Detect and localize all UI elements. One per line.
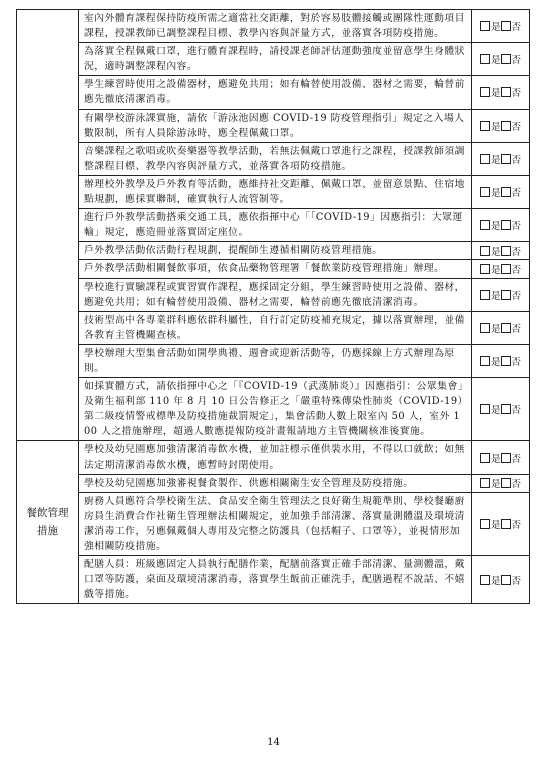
yes-no-checkboxes	[472, 278, 530, 311]
no-checkbox[interactable]	[501, 290, 511, 300]
no-checkbox[interactable]	[501, 87, 511, 97]
checklist-row	[17, 492, 530, 555]
yes-label: 是	[490, 121, 501, 133]
yes-no-checkboxes	[472, 311, 530, 344]
checklist-table	[16, 9, 530, 604]
checklist-row	[17, 474, 530, 492]
yes-label: 是	[490, 55, 501, 67]
yes-label: 是	[490, 246, 501, 258]
yes-label: 是	[490, 575, 501, 587]
yes-checkbox[interactable]	[480, 478, 490, 488]
yes-no-checkboxes	[472, 109, 530, 142]
checklist-row	[17, 278, 530, 311]
no-label: 否	[511, 453, 522, 465]
yes-label: 是	[490, 405, 501, 417]
yes-label: 是	[490, 154, 501, 166]
checklist-item-text: 辦理校外教學及戶外教育等活動，應維持社交距離、佩戴口罩、並留意景點、住宿地點規劃，應採實聯制，確實執行人流管制等。	[79, 175, 472, 208]
yes-checkbox[interactable]	[480, 121, 490, 131]
checklist-item-text: 技術型高中各專業群科應依群科屬性，自行訂定防疫補充規定，據以落實辦理，並備各教育主管機關查核。	[79, 311, 472, 344]
yes-checkbox[interactable]	[480, 356, 490, 366]
yes-no-checkboxes	[472, 43, 530, 76]
yes-checkbox[interactable]	[480, 21, 490, 31]
yes-checkbox[interactable]	[480, 404, 490, 414]
no-checkbox[interactable]	[501, 575, 511, 585]
no-label: 否	[511, 323, 522, 335]
yes-checkbox[interactable]	[480, 323, 490, 333]
yes-no-checkboxes	[472, 209, 530, 242]
no-checkbox[interactable]	[501, 478, 511, 488]
no-checkbox[interactable]	[501, 264, 511, 274]
no-label: 否	[511, 121, 522, 133]
yes-label: 是	[490, 290, 501, 302]
checklist-item-text: 廚務人員應符合學校衛生法、食品安全衛生管理法之良好衛生規範準則、學校餐廳廚房員生消費合作社衛生管理辦法相關規定，並加強手部清潔、落實量測體溫及環境清潔消毒工作，另應佩戴個人專用及完整之防護具（包括帽子、口罩等），並視情形加強相關防疫措施。	[79, 492, 472, 555]
no-label: 否	[511, 264, 522, 276]
yes-checkbox[interactable]	[480, 453, 490, 463]
yes-label: 是	[490, 88, 501, 100]
no-checkbox[interactable]	[501, 356, 511, 366]
yes-label: 是	[490, 22, 501, 34]
yes-no-checkboxes	[472, 474, 530, 492]
checklist-item-text: 為落實全程佩戴口罩，進行體育課程時，請授課老師評估運動強度並留意學生身體狀況，適時調整課程內容。	[79, 43, 472, 76]
no-checkbox[interactable]	[501, 21, 511, 31]
checklist-item-text: 進行戶外教學活動搭乘交通工具，應依指揮中心「「COVID-19」因應指引：大眾運輸」規定，應造冊並落實固定座位。	[79, 209, 472, 242]
checklist-row	[17, 142, 530, 175]
yes-checkbox[interactable]	[480, 264, 490, 274]
checklist-item-text: 學校辦理大型集會活動如開學典禮、週會或迎新活動等，仍應採線上方式辦理為原則。	[79, 344, 472, 377]
no-checkbox[interactable]	[501, 220, 511, 230]
checklist-item-text: 音樂課程之歌唱或吹奏樂器等教學活動，若無法佩戴口罩進行之課程，授課教師須調整課程目標、教學內容與評量方式，並落實各項防疫措施。	[79, 142, 472, 175]
checklist-item-text: 學校及幼兒園應加強審視餐食製作、供應相關衛生安全管理及防疫措施。	[79, 474, 472, 492]
yes-label: 是	[490, 479, 501, 491]
yes-label: 是	[490, 356, 501, 368]
yes-no-checkboxes	[472, 242, 530, 260]
no-label: 否	[511, 22, 522, 34]
no-label: 否	[511, 519, 522, 531]
yes-label: 是	[490, 519, 501, 531]
no-checkbox[interactable]	[501, 519, 511, 529]
no-label: 否	[511, 55, 522, 67]
yes-checkbox[interactable]	[480, 154, 490, 164]
yes-checkbox[interactable]	[480, 87, 490, 97]
checklist-row	[17, 175, 530, 208]
yes-checkbox[interactable]	[480, 575, 490, 585]
no-checkbox[interactable]	[501, 453, 511, 463]
checklist-row	[17, 344, 530, 377]
page-number: 14	[267, 737, 280, 748]
yes-label: 是	[490, 453, 501, 465]
no-checkbox[interactable]	[501, 187, 511, 197]
checklist-item-text: 室內外體育課程保持防疫所需之適當社交距離，對於容易肢體接觸或團隊性運動項目課程，授課教師已調整課程目標、教學內容與評量方式，並落實各項防疫措施。	[79, 10, 472, 43]
checklist-row	[17, 441, 530, 474]
yes-no-checkboxes	[472, 492, 530, 555]
yes-no-checkboxes	[472, 10, 530, 43]
no-label: 否	[511, 356, 522, 368]
checklist-item-text: 如採實體方式，請依指揮中心之「『COVID-19（武漢肺炎）』因應指引：公眾集會」及衛生福利部 110 年 8 月 10 日公告修正之「嚴重特殊傳染性肺炎（COVID-19）第二級疫情警戒標準及防疫措施裁罰規定」，集會活動人數上限室內 50 人，室外 100 人之措施辦理，超過人數應提報防疫計畫報請地方主管機關核准後實施。	[79, 378, 472, 441]
checklist-row	[17, 209, 530, 242]
no-checkbox[interactable]	[501, 121, 511, 131]
no-checkbox[interactable]	[501, 323, 511, 333]
yes-checkbox[interactable]	[480, 54, 490, 64]
yes-no-checkboxes	[472, 556, 530, 604]
no-checkbox[interactable]	[501, 154, 511, 164]
no-label: 否	[511, 290, 522, 302]
yes-label: 是	[490, 323, 501, 335]
checklist-row	[17, 311, 530, 344]
checklist-row	[17, 76, 530, 109]
no-label: 否	[511, 154, 522, 166]
yes-no-checkboxes	[472, 260, 530, 278]
no-checkbox[interactable]	[501, 246, 511, 256]
no-label: 否	[511, 188, 522, 200]
no-checkbox[interactable]	[501, 404, 511, 414]
no-label: 否	[511, 221, 522, 233]
yes-label: 是	[490, 264, 501, 276]
checklist-row	[17, 10, 530, 43]
no-checkbox[interactable]	[501, 54, 511, 64]
checklist-body	[17, 10, 530, 604]
section-category: 餐飲管理措施	[17, 441, 79, 604]
checklist-row	[17, 43, 530, 76]
yes-checkbox[interactable]	[480, 519, 490, 529]
checklist-row	[17, 378, 530, 441]
yes-no-checkboxes	[472, 378, 530, 441]
no-label: 否	[511, 88, 522, 100]
yes-checkbox[interactable]	[480, 246, 490, 256]
checklist-item-text: 學校及幼兒園應加強清潔消毒飲水機，並加註標示僅供裝水用，不得以口就飲；如無法定期清潔消毒飲水機，應暫時封閉使用。	[79, 441, 472, 474]
checklist-row	[17, 260, 530, 278]
yes-no-checkboxes	[472, 344, 530, 377]
checklist-item-text: 戶外教學活動依活動行程規劃，提醒師生遵循相關防疫管理措施。	[79, 242, 472, 260]
checklist-row	[17, 556, 530, 604]
yes-checkbox[interactable]	[480, 220, 490, 230]
checklist-item-text: 學校進行實驗課程或實習實作課程，應採固定分組，學生練習時使用之設備、器材，應避免共用；如有輪替使用設備、器材之需要，輪替前應先徹底清潔消毒。	[79, 278, 472, 311]
yes-checkbox[interactable]	[480, 187, 490, 197]
no-label: 否	[511, 405, 522, 417]
yes-no-checkboxes	[472, 142, 530, 175]
no-label: 否	[511, 575, 522, 587]
no-label: 否	[511, 479, 522, 491]
yes-no-checkboxes	[472, 76, 530, 109]
checklist-row	[17, 242, 530, 260]
checklist-item-text: 配膳人員：班級應固定人員執行配膳作業，配膳前落實正確手部清潔、量測體溫，戴口罩等防護，桌面及環境清潔消毒，落實學生飯前正確洗手，配膳過程不說話、不嬉戲等措施。	[79, 556, 472, 604]
section-category	[17, 10, 79, 441]
no-label: 否	[511, 246, 522, 258]
checklist-item-text: 戶外教學活動相關餐飲事項，依食品藥物管理署「餐飲業防疫管理措施」辦理。	[79, 260, 472, 278]
checklist-row	[17, 109, 530, 142]
checklist-item-text: 有關學校游泳課實施，請依「游泳池因應 COVID-19 防疫管理指引」規定之入場人數限制，所有人員除游泳時，應全程佩戴口罩。	[79, 109, 472, 142]
checklist-item-text: 學生練習時使用之設備器材，應避免共用；如有輪替使用設備、器材之需要，輪替前應先徹底清潔消毒。	[79, 76, 472, 109]
yes-no-checkboxes	[472, 175, 530, 208]
yes-checkbox[interactable]	[480, 290, 490, 300]
yes-label: 是	[490, 188, 501, 200]
yes-no-checkboxes	[472, 441, 530, 474]
yes-label: 是	[490, 221, 501, 233]
